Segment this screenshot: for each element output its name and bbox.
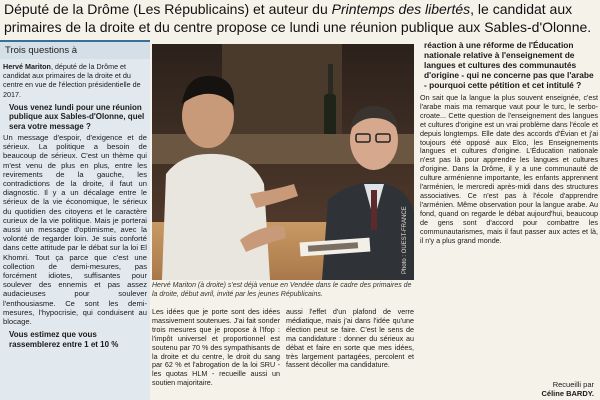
question-1: Vous venez lundi pour une réunion publique aux Sables-d'Olonne, quel sera votre message ? xyxy=(9,102,145,131)
photo-credit: Photo : OUEST-FRANCE xyxy=(402,206,408,274)
answer-1: Un message d'espoir, d'exigence et de sérieux. La politique a besoin de beaucoup de sérieux. C'est un thème qui m'est venu de plus en plus, entre les revirements de la gauche, les contradictions de la droite, il faut un diagnostic. Il y a un décalage entre le sérieux de la vie économique, le sérieux du quotidien des citoyens et le caractère curieux de la vie politique. Mais je porterai aussi un message d'optimisme, avec la volonté de regarder loin. Je suis conforté dans cette attitude par le débat sur la loi El Khomri. Tout ça parce que c'est une collection de demi-mesures, pas forcément idiotes, suffisantes pour soulever des ennemis et pas assez audacieuses pour soulever l'enthousiasme. Ce sont les demi-mesures, l'hypocrisie, qui conduisent au blocage. xyxy=(3,133,147,327)
intro-text: , député de la Drôme et candidat aux primaires de la droite et du centre en vue de l'élection présidentielle de 2017. xyxy=(3,62,141,99)
article-column-1: Les idées que je porte sont des idées massivement soutenues. J'ai fait sonder trois mesures que je propose à l'Ifop : l'impôt universel et proportionnel est soutenu par 70 % des sympathisants de la droite et du centre, le droit du sang par 62 % et l'abrogation de la loi SRU - les quotas HLM - recueille aussi un soutien majoritaire. xyxy=(152,308,280,388)
sidebar-interview xyxy=(0,40,150,400)
section-title: Trois questions à xyxy=(0,40,150,59)
byline-author: Céline BARDY. xyxy=(541,389,594,398)
article-column-right xyxy=(420,40,598,400)
lede-text-1: Député de la Drôme (Les Républicains) et auteur du xyxy=(4,1,332,17)
intro-paragraph xyxy=(3,62,147,99)
article-lede xyxy=(0,0,600,38)
intro-name: Hervé Mariton xyxy=(3,62,51,71)
photo-caption: Hervé Mariton (à droite) s'est déjà venue en Vendée dans le cadre des primaires de la droite, début avril, invité par les jeunes Républicains. xyxy=(152,282,412,298)
byline xyxy=(541,380,594,398)
book-title: Printemps des libertés xyxy=(331,1,471,17)
answer-3: On sait que la langue la plus souvent enseignée, c'est l'arabe mais ma remarque vaut pour le turc, le serbo-croate... Cette question de l'enseignement des langues et cultures d'origine est un vrai problème dans l'école et depuis longtemps. Elle date des accords d'Évian et j'ai toujours été opposé aux Elco, les Enseignements langues et cultures d'origine. L'Éducation nationale n'est pas là pour apprendre les langues et cultures d'origine. Dans la Drôme, il y a une communauté de culture arménienne importante, les enfants apprennent l'arménien, le mercredi après-midi dans des structures associatives. Ce n'est pas à l'école d'apprendre l'arménien. Même observation pour la langue arabe. Au fond, quand on regarde le débat aujourd'hui, beaucoup de gens sont d'accord pour combattre les communautarismes, mais il faut passer aux actes et là, il n'y a plus grand monde. xyxy=(420,93,598,245)
photo-illustration xyxy=(152,44,414,280)
article-column-2: aussi l'effet d'un plafond de verre médiatique, mais j'ai dans l'idée qu'une élection peut se faire. C'est le sens de ma candidature : donner du sérieux au débat et faire en sorte que mes idées, très largement partagées, percolent et fassent décoller ma candidature. xyxy=(286,308,414,370)
interview-photo xyxy=(152,44,414,280)
lede-text-2: , le candidat aux primaires de la droite et du centre propose ce lundi une réunion publique aux Sables-d'Olonne. xyxy=(4,1,592,35)
question-2: Vous estimez que vous rassemblerez entre 1 et 10 % xyxy=(9,330,119,349)
byline-label: Recueilli par xyxy=(552,380,594,389)
question-3: réaction à une réforme de l'Éducation nationale relative à l'enseignement de langues et cultures des communautés d'origine - qui ne concerne pas que l'arabe - pourquoi cette pétition et cet intitulé ? xyxy=(424,40,594,90)
